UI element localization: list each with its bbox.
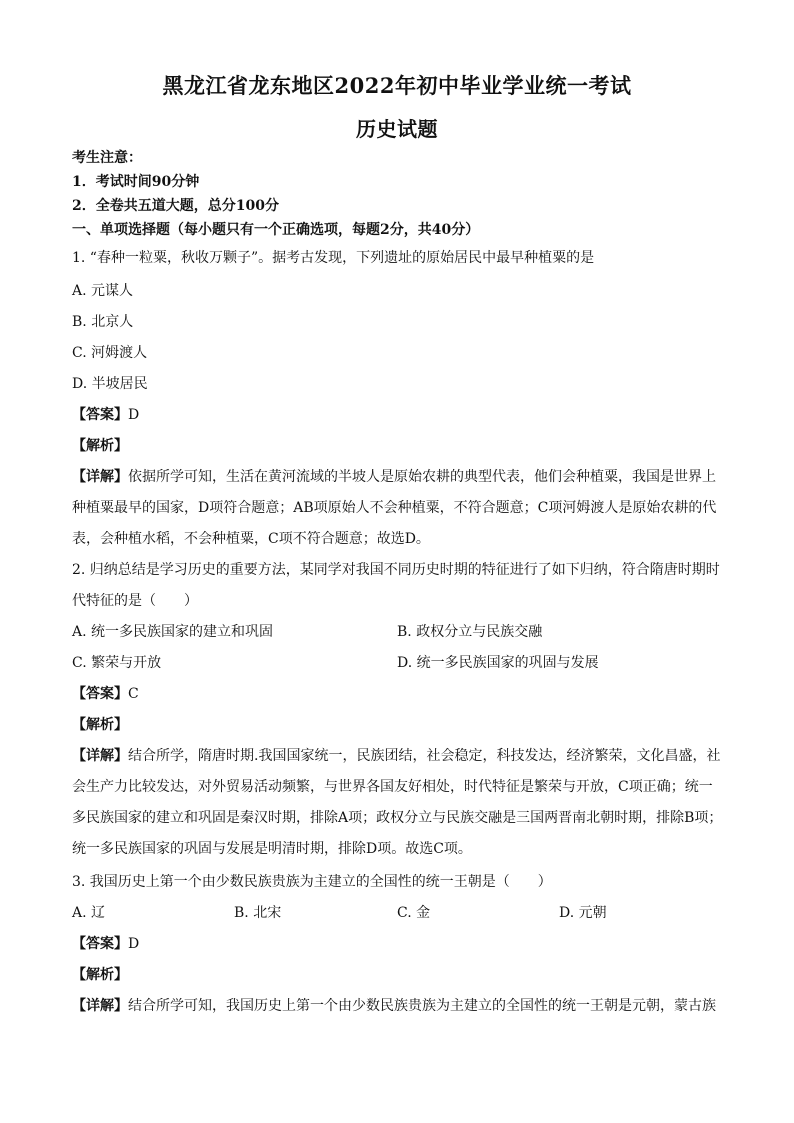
q2-stem-line-1: 2. 归纳总结是学习历史的重要方法，某同学对我国不同历史时期的特征进行了如下归纳，符合隋唐时期时 [72, 562, 720, 578]
answer-tag: 【答案】 [72, 407, 128, 423]
q2-answer [72, 684, 732, 704]
answer-value: D [128, 407, 140, 423]
q2-option-c: C. 繁荣与开放 [72, 655, 162, 671]
notice-item-1: 1．考试时间90分钟 [72, 174, 200, 190]
q1-analysis-tag: 【解析】 [72, 438, 128, 454]
q3-analysis-tag: 【解析】 [72, 967, 128, 983]
q1-detail-line-2: 种植粟最早的国家，D项符合题意；AB项原始人不会种植粟，不符合题意；C项河姆渡人是原始农耕的代 [72, 500, 717, 516]
q2-stem-line-2: 代特征的是（ ） [72, 593, 198, 609]
page-title: 黑龙江省龙东地区2022年初中毕业学业统一考试 [162, 73, 632, 98]
q3-option-c: C. 金 [397, 905, 431, 921]
detail-text: 结合所学可知，我国历史上第一个由少数民族贵族为主建立的全国性的统一王朝是元朝，蒙古族 [128, 998, 716, 1014]
detail-tag: 【详解】 [72, 748, 128, 764]
q2-detail-line-3: 多民族国家的建立和巩固是秦汉时期，排除A项；政权分立与民族交融是三国两晋南北朝时期，排除B项； [72, 810, 723, 826]
q3-stem: 3. 我国历史上第一个由少数民族贵族为主建立的全国性的统一王朝是（ ） [72, 874, 552, 890]
q3-option-a: A. 辽 [72, 905, 106, 921]
q2-options-row-2 [72, 653, 732, 673]
q1-stem: 1. “春种一粒粟，秋收万颗子”。据考古发现，下列遗址的原始居民中最早种植粟的是 [72, 250, 595, 266]
q3-option-d: D. 元朝 [559, 905, 607, 921]
q2-detail-line-1 [72, 746, 732, 766]
detail-tag: 【详解】 [72, 998, 128, 1014]
q1-detail-line-3: 表，会种植水稻，不会种植粟，C项不符合题意；故选D。 [72, 531, 430, 547]
q2-detail-line-2: 会生产力比较发达，对外贸易活动频繁，与世界各国友好相处，时代特征是繁荣与开放，C项正确；统一 [72, 779, 713, 795]
q1-option-c: C. 河姆渡人 [72, 345, 148, 361]
q2-option-a: A. 统一多民族国家的建立和巩固 [72, 624, 274, 640]
q1-option-b: B. 北京人 [72, 314, 134, 330]
q1-answer [72, 405, 732, 425]
q2-analysis-tag: 【解析】 [72, 717, 128, 733]
q2-detail-line-4: 统一多民族国家的巩固与发展是明清时期，排除D项。故选C项。 [72, 841, 472, 857]
detail-tag: 【详解】 [72, 469, 128, 485]
q2-option-d: D. 统一多民族国家的巩固与发展 [397, 655, 599, 671]
answer-value: D [128, 936, 140, 952]
q1-option-a: A. 元谋人 [72, 283, 134, 299]
q2-options-row-1 [72, 622, 732, 642]
q2-option-b: B. 政权分立与民族交融 [397, 624, 543, 640]
answer-value: C [128, 686, 139, 702]
answer-tag: 【答案】 [72, 936, 128, 952]
notice-heading: 考生注意： [72, 150, 142, 166]
answer-tag: 【答案】 [72, 686, 128, 702]
notice-item-2: 2．全卷共五道大题，总分100分 [72, 198, 279, 214]
detail-text: 结合所学，隋唐时期.我国国家统一，民族团结，社会稳定，科技发达，经济繁荣，文化昌盛，社 [128, 748, 721, 764]
q1-detail-line-1 [72, 467, 732, 487]
page-subtitle: 历史试题 [356, 117, 438, 141]
q3-option-b: B. 北宋 [234, 905, 282, 921]
detail-text: 依据所学可知，生活在黄河流域的半坡人是原始农耕的典型代表，他们会种植粟，我国是世界上 [128, 469, 716, 485]
section-heading: 一、单项选择题（每小题只有一个正确选项，每题2分，共40分） [72, 222, 480, 238]
q3-answer [72, 934, 732, 954]
q1-option-d: D. 半坡居民 [72, 376, 148, 392]
q3-detail-line-1 [72, 996, 732, 1016]
